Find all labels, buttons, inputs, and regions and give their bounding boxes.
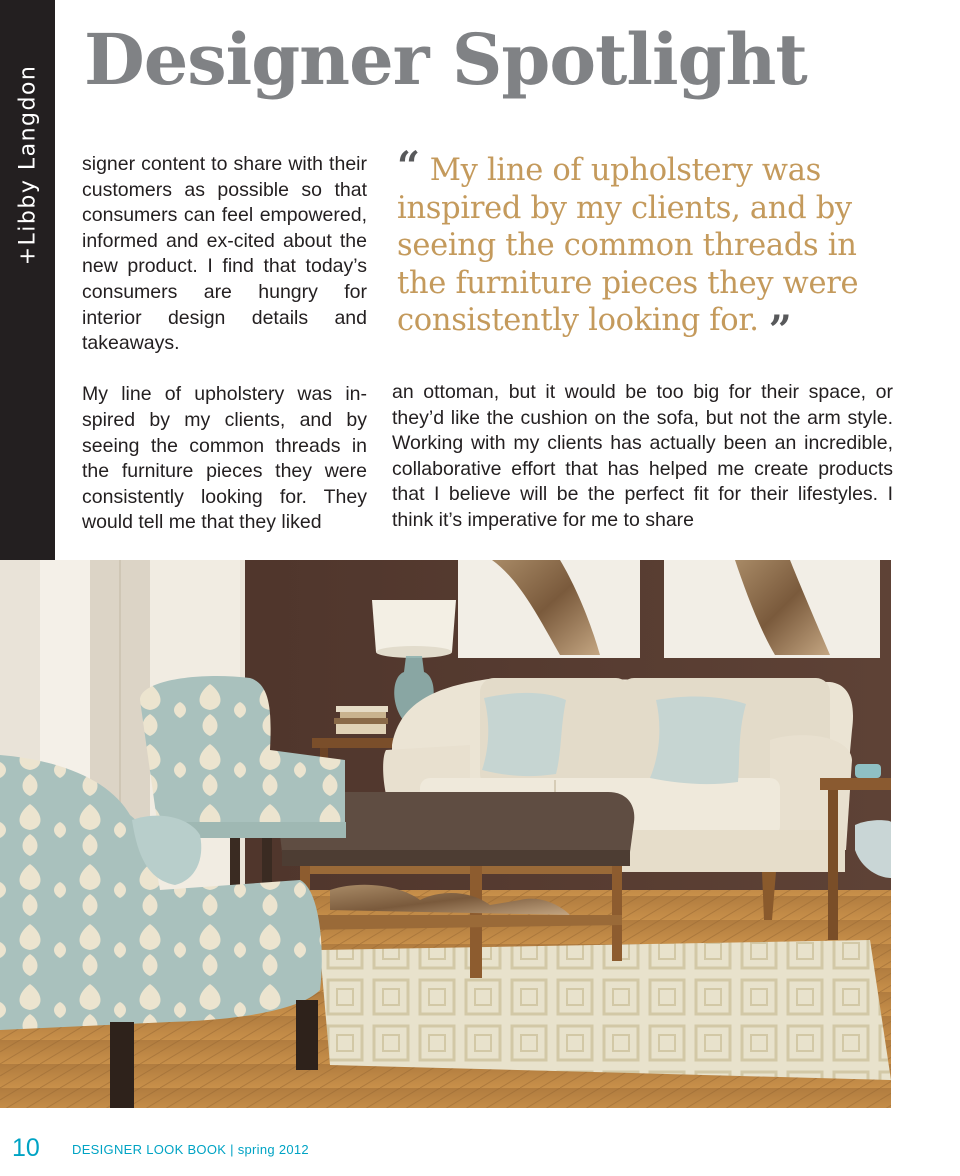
open-quote-mark: “ <box>397 143 420 190</box>
left-column <box>82 152 367 536</box>
author-name: +Libby Langdon <box>15 64 40 266</box>
paragraph: signer content to share with their customers as possible so that consumers can feel empowered, informed and ex-cited about the new product. I find that today’s consumers are hungry for interior design details and takeaways. <box>82 153 367 355</box>
paragraph: an ottoman, but it would be too big for their space, or they’d like the cushion on the sofa, but not the arm style. Working with my clients has actually been an incredible, collaborative effort that has helped me create products that I believe will be the perfect fit for their lifestyles. I think it’s imperative for me to share <box>392 381 893 531</box>
page-title: Designer Spotlight <box>84 18 807 101</box>
sidebar-strip <box>0 0 55 560</box>
author-label <box>0 0 55 330</box>
page-number: 10 <box>12 1134 40 1162</box>
close-quote-mark: ” <box>768 307 792 354</box>
right-column <box>392 380 893 534</box>
living-room-photo <box>0 560 891 1108</box>
paragraph: My line of upholstery was in-spired by my clients, and by seeing the common threads in the furniture pieces they were consistently looking for. They would tell me that they liked <box>82 383 367 534</box>
pull-quote-text: My line of upholstery was inspired by my clients, and by seeing the common threads in the furniture pieces they were consistently looking for. <box>397 153 859 338</box>
publication-footer: DESIGNER LOOK BOOK | spring 2012 <box>72 1142 309 1157</box>
pull-quote <box>397 143 897 354</box>
